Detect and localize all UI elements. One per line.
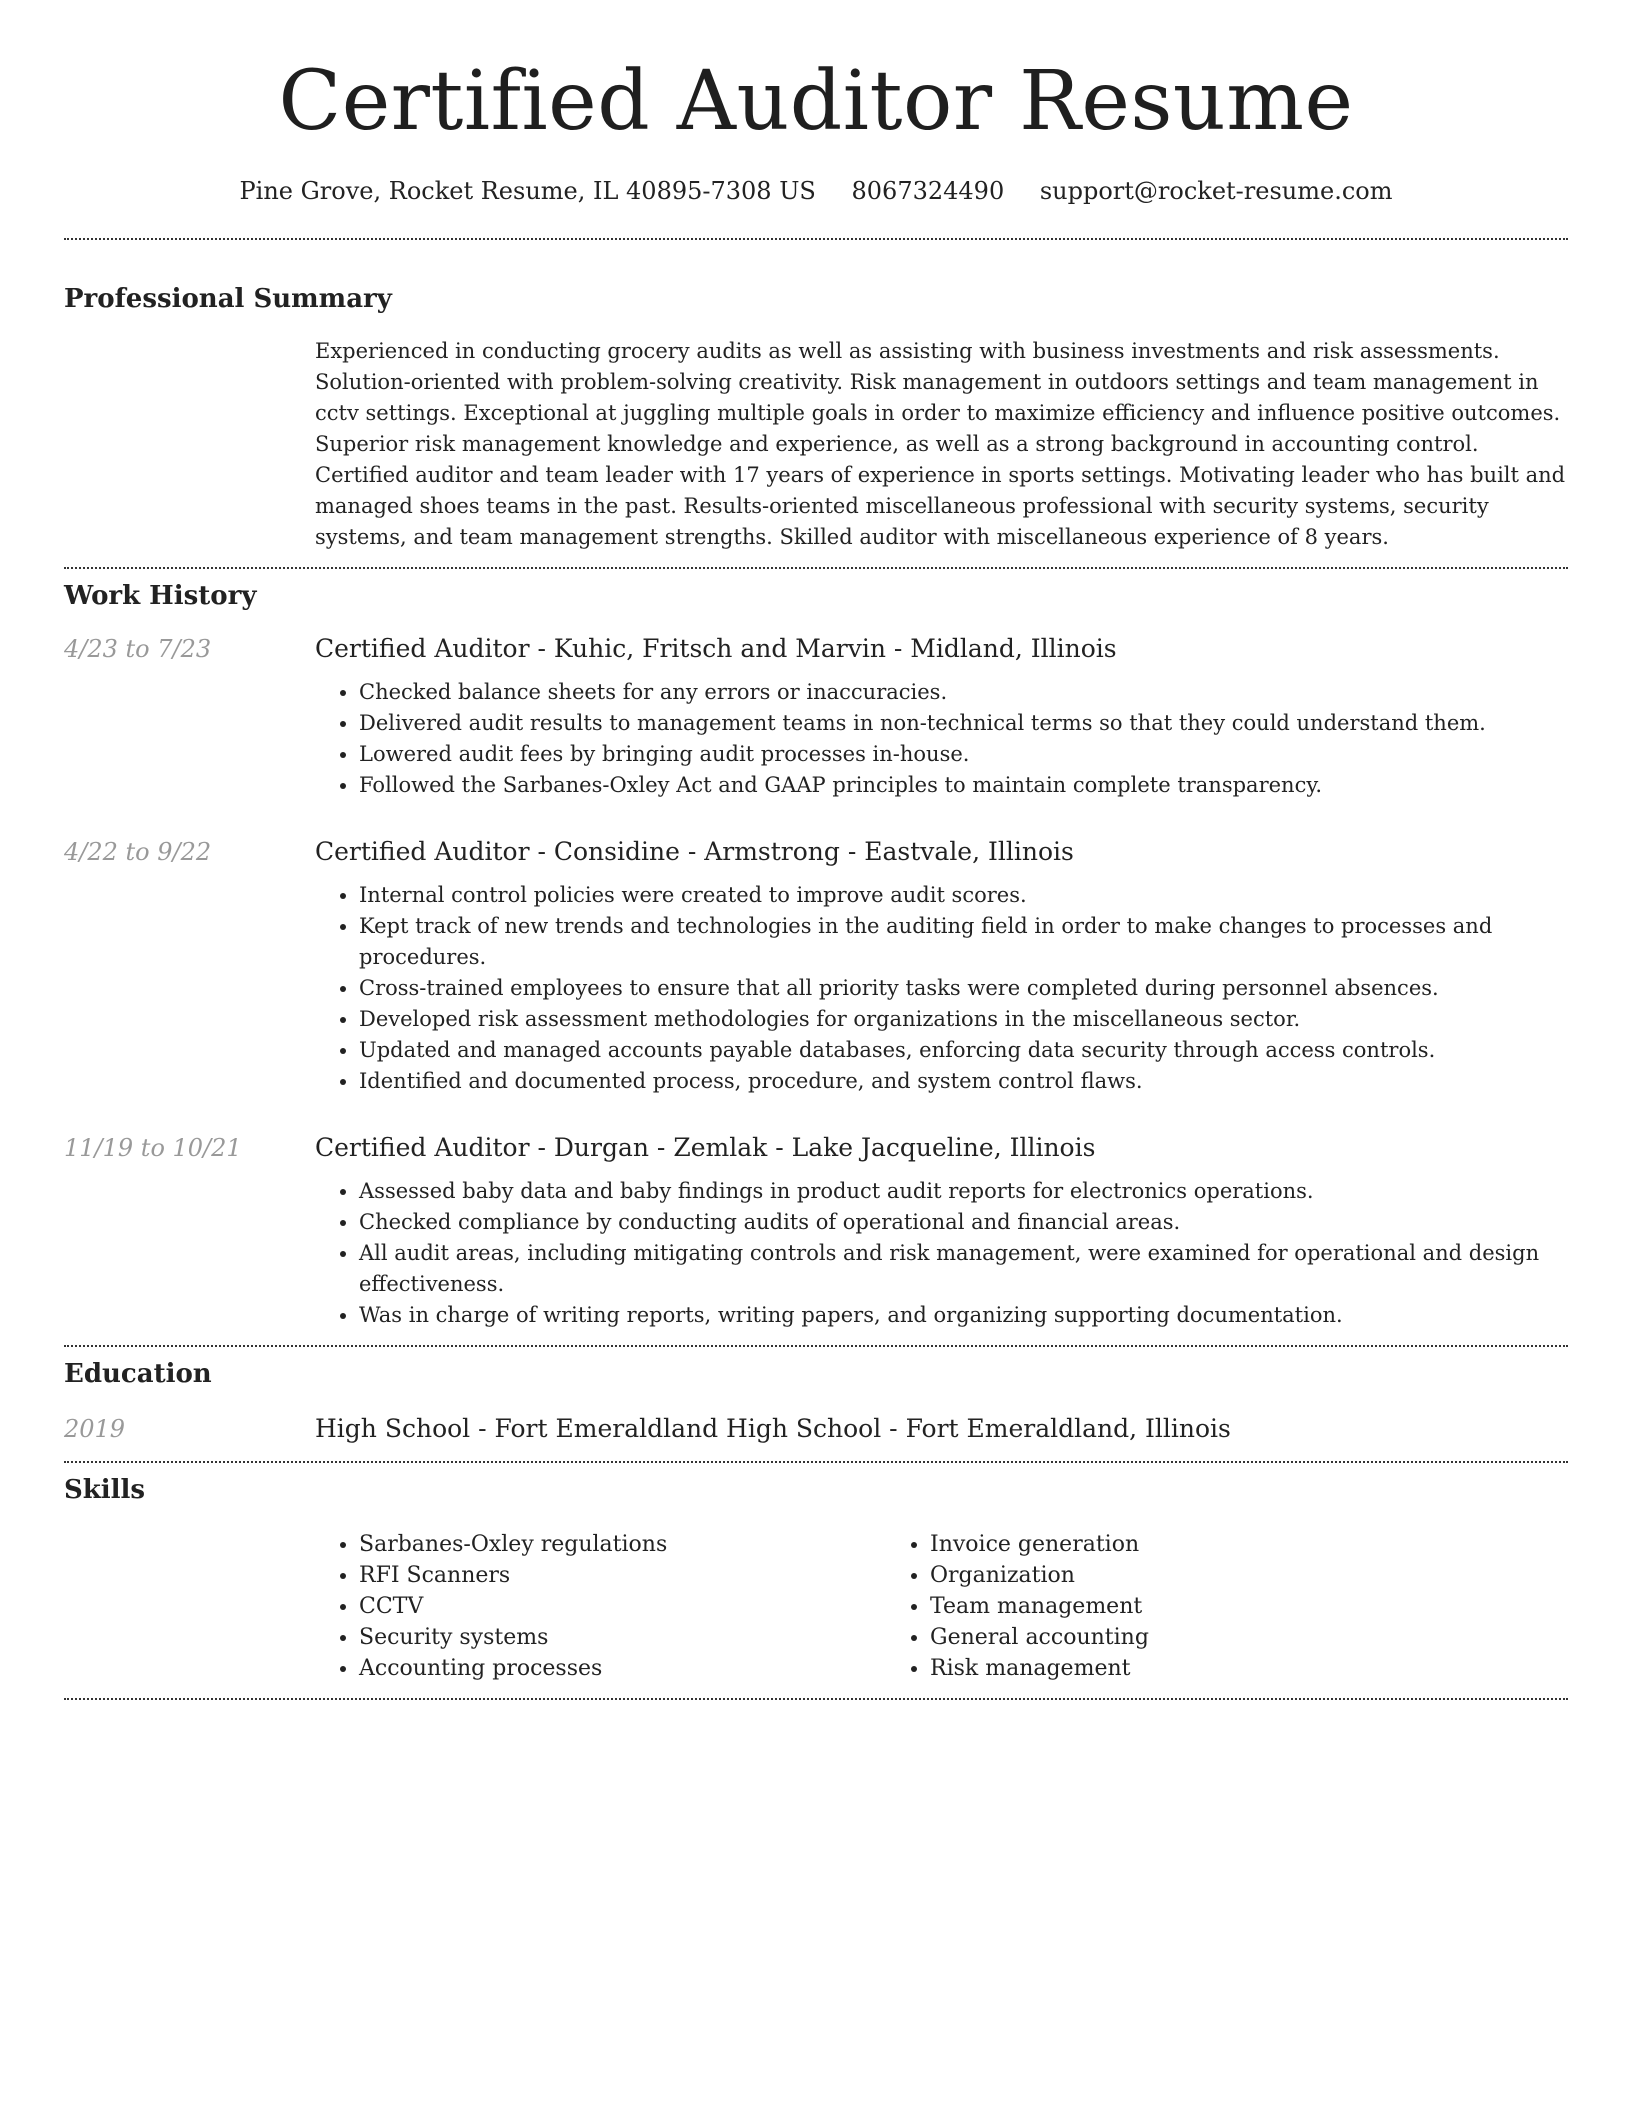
work-bullet: • Updated and managed accounts payable databases, enforcing data security through access controls. — [359, 1035, 1568, 1066]
work-details — [315, 834, 1568, 1097]
section-title-skills: Skills — [64, 1475, 146, 1505]
work-bullet: • Kept track of new trends and technologies in the auditing field in order to make changes to processes and procedures. — [359, 911, 1568, 973]
work-bullet: • Delivered audit results to management teams in non-technical terms so that they could understand them. — [359, 708, 1568, 739]
skill-item: • General accounting — [930, 1622, 1457, 1653]
work-bullet: • Checked balance sheets for any errors or inaccuracies. — [359, 677, 1568, 708]
resume-page — [64, 0, 1568, 1700]
skill-item: • Invoice generation — [930, 1529, 1457, 1560]
work-dates: 4/23 to 7/23 — [64, 635, 212, 663]
contact-phone: 8067324490 — [851, 177, 1005, 205]
education-section — [64, 1347, 1568, 1461]
education-details — [315, 1411, 1568, 1447]
work-details — [315, 1130, 1568, 1345]
work-title: Certified Auditor - Considine - Armstrong - Eastvale, Illinois — [315, 837, 1074, 866]
work-details — [315, 631, 1568, 801]
skill-item: • Team management — [930, 1591, 1457, 1622]
skills-columns — [315, 1529, 1568, 1684]
skills-section — [64, 1463, 1568, 1698]
section-title-summary: Professional Summary — [64, 284, 392, 314]
skill-item: • CCTV — [359, 1591, 886, 1622]
divider — [64, 1698, 1568, 1700]
work-bullet: • Was in charge of writing reports, writing papers, and organizing supporting documentation. — [359, 1300, 1568, 1331]
work-dates: 11/19 to 10/21 — [64, 1134, 242, 1162]
education-entry — [64, 1411, 1568, 1447]
skills-list-left — [315, 1529, 886, 1684]
work-title: Certified Auditor - Kuhic, Fritsch and Marvin - Midland, Illinois — [315, 634, 1117, 663]
work-bullets — [315, 677, 1568, 801]
contact-email: support@rocket-resume.com — [1039, 177, 1393, 205]
education-title: High School - Fort Emeraldland High School - Fort Emeraldland, Illinois — [315, 1414, 1231, 1443]
work-bullet: • Lowered audit fees by bringing audit processes in-house. — [359, 739, 1568, 770]
work-bullet: • Assessed baby data and baby findings in product audit reports for electronics operations. — [359, 1176, 1568, 1207]
work-bullet: • Identified and documented process, procedure, and system control flaws. — [359, 1066, 1568, 1097]
skill-item: • Security systems — [359, 1622, 886, 1653]
skill-item: • RFI Scanners — [359, 1560, 886, 1591]
section-title-education: Education — [64, 1359, 212, 1389]
work-entry — [64, 631, 1568, 801]
work-dates: 4/22 to 9/22 — [64, 838, 212, 866]
work-bullet: • Cross-trained employees to ensure that all priority tasks were completed during personnel absences. — [359, 973, 1568, 1004]
work-bullets — [315, 880, 1568, 1097]
contact-line — [64, 174, 1568, 208]
skill-item: • Sarbanes-Oxley regulations — [359, 1529, 886, 1560]
work-title: Certified Auditor - Durgan - Zemlak - Lake Jacqueline, Illinois — [315, 1133, 1096, 1162]
work-bullet: • Internal control policies were created to improve audit scores. — [359, 880, 1568, 911]
work-bullet: • Checked compliance by conducting audits of operational and financial areas. — [359, 1207, 1568, 1238]
work-bullet: • Developed risk assessment methodologies for organizations in the miscellaneous sector. — [359, 1004, 1568, 1035]
work-entry — [64, 834, 1568, 1097]
work-entry — [64, 1130, 1568, 1345]
resume-title: Certified Auditor Resume — [278, 54, 1354, 149]
education-date: 2019 — [64, 1415, 126, 1443]
skill-item: • Organization — [930, 1560, 1457, 1591]
summary-section — [64, 240, 1568, 567]
work-history-section — [64, 569, 1568, 1345]
summary-text: Experienced in conducting grocery audits as well as assisting with business investments and risk assessments. Solution-oriented with problem-solving creativity. Risk management in outdoors settings and team management in cctv settings. Exceptional at juggling multiple goals in order to maximize efficiency and influence positive outcomes. Superior risk management knowledge and experience, as well as a strong background in accounting control. Certified auditor and team leader with 17 years of experience in sports settings. Motivating leader who has built and managed shoes teams in the past. Results-oriented miscellaneous professional with security systems, security systems, and team management strengths. Skilled auditor with miscellaneous experience of 8 years. — [315, 339, 1566, 549]
contact-address: Pine Grove, Rocket Resume, IL 40895-7308 US — [239, 177, 816, 205]
work-bullet: • Followed the Sarbanes-Oxley Act and GAAP principles to maintain complete transparency. — [359, 770, 1568, 801]
skill-item: • Accounting processes — [359, 1653, 886, 1684]
work-bullets — [315, 1176, 1568, 1345]
skill-item: • Risk management — [930, 1653, 1457, 1684]
skills-list-right — [886, 1529, 1457, 1684]
work-bullet: • All audit areas, including mitigating controls and risk management, were examined for operational and design effectiveness. — [359, 1238, 1568, 1300]
section-title-work-history: Work History — [64, 581, 257, 611]
